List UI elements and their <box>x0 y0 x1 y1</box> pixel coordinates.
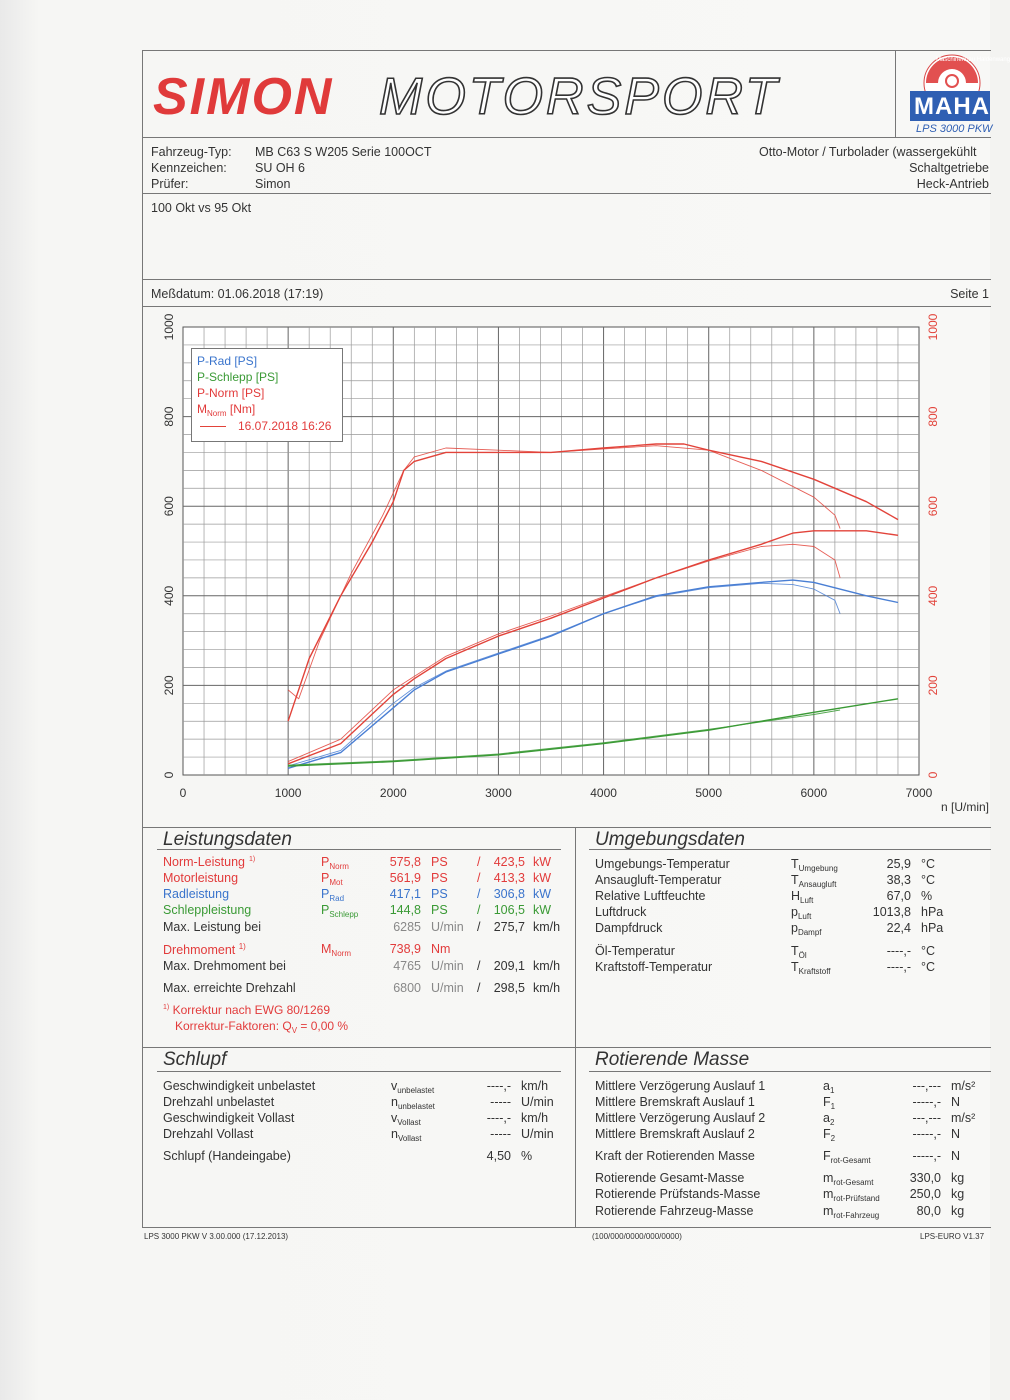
legend-p-rad: P-Rad [PS] <box>197 354 258 368</box>
power-row-symbol: $P_{Norm}$ <box>321 855 349 871</box>
rotating-mass-row-value: -----,- <box>912 1095 941 1109</box>
slash-max-rpm: / <box>477 981 481 995</box>
power-row-label: Schleppleistung <box>163 903 252 917</box>
ambient-row-label: Öl-Temperatur <box>595 944 675 958</box>
rotating-mass-row-value: -----,- <box>912 1149 941 1163</box>
ambient-row-symbol: $T_{Kraftstoff}$ <box>791 960 831 976</box>
legend-m-norm: $M_{Norm}$ [Nm] <box>197 402 256 418</box>
logo-ring-text: Maschinenbau Haldenwang <box>936 57 1010 63</box>
rotating-mass-row-unit: m/s² <box>951 1079 976 1093</box>
rotating-mass-row-symbol: $F_1$ <box>823 1095 836 1111</box>
rotating-mass-row-symbol: $F_2$ <box>823 1127 836 1143</box>
logo-product-text: LPS 3000 PKW <box>916 123 993 135</box>
power-row-ps-unit: PS <box>431 887 448 901</box>
rotating-mass-row-unit: m/s² <box>951 1111 976 1125</box>
ambient-row-unit: hPa <box>921 905 944 919</box>
power-row-kw: 423,5 <box>493 855 525 869</box>
rotating-mass-row-value: 80,0 <box>916 1204 941 1218</box>
ambient-row-label: Relative Luftfeuchte <box>595 889 706 903</box>
chart-legend <box>191 348 343 442</box>
y-tick-label-left: 0 <box>162 771 176 779</box>
correction-note: $^{1)}$ Korrektur nach EWG 80/1269 <box>163 1003 330 1017</box>
rotating-mass-row-value: ---,--- <box>912 1111 941 1125</box>
power-row-ps-unit: PS <box>431 871 448 885</box>
power-row-slash: / <box>477 887 481 901</box>
rotating-mass-row-label: Kraft der Rotierenden Masse <box>595 1149 755 1163</box>
slip-row-label: Geschwindigkeit unbelastet <box>163 1079 316 1093</box>
ambient-row-symbol: $T_{Öl}$ <box>791 944 807 960</box>
max-rpm-unit: U/min <box>431 981 464 995</box>
max-power-label: Max. Leistung bei <box>163 920 261 934</box>
rotating-mass-row-label: Mittlere Verzögerung Auslauf 2 <box>595 1111 766 1125</box>
slip-row-label: Schlupf (Handeingabe) <box>163 1149 291 1163</box>
vehicle-label-plate: Kennzeichen: <box>151 161 227 175</box>
x-tick-label: 4000 <box>590 786 617 800</box>
slash-max-torque: / <box>477 959 481 973</box>
max-rpm-label: Max. erreichte Drehzahl <box>163 981 296 995</box>
torque-label: Drehmoment $^{1)}$ <box>163 942 246 958</box>
slip-row-label: Drehzahl unbelastet <box>163 1095 275 1109</box>
power-row-ps-unit: PS <box>431 903 448 917</box>
power-row-ps: 575,8 <box>389 855 421 869</box>
rotating-mass-row-label: Rotierende Gesamt-Masse <box>595 1171 745 1185</box>
power-row-symbol: $P_{Mot}$ <box>321 871 343 887</box>
y-tick-label-right: 200 <box>926 675 940 696</box>
slip-row-unit: km/h <box>521 1111 549 1125</box>
ambient-row-label: Ansaugluft-Temperatur <box>595 873 722 887</box>
vehicle-label-tester: Prüfer: <box>151 177 189 191</box>
slip-row-value: ----,- <box>486 1079 511 1093</box>
torque-unit: Nm <box>431 942 451 956</box>
slip-row-label: Drehzahl Vollast <box>163 1127 254 1141</box>
dyno-report-sheet <box>142 50 1010 1228</box>
max-torque-label: Max. Drehmoment bei <box>163 959 286 973</box>
power-row-slash: / <box>477 903 481 917</box>
ambient-row-symbol: $T_{Umgebung}$ <box>791 857 838 873</box>
y-tick-label-left: 1000 <box>162 313 176 341</box>
rotating-mass-row-unit: kg <box>951 1187 965 1201</box>
drive-type: Heck-Antrieb <box>916 177 989 191</box>
ambient-row-unit: °C <box>921 960 936 974</box>
power-row-kw-unit: kW <box>533 871 552 885</box>
rotating-mass-row-symbol: $F_{rot-Gesamt}$ <box>823 1149 871 1165</box>
rotating-mass-row-unit: N <box>951 1095 961 1109</box>
ambient-row-value: 67,0 <box>886 889 911 903</box>
slip-row-unit: % <box>521 1149 533 1163</box>
ambient-row-value: ----,- <box>886 944 911 958</box>
power-row-ps-unit: PS <box>431 855 448 869</box>
y-tick-label-left: 600 <box>162 496 176 517</box>
power-row-slash: / <box>477 855 481 869</box>
rotating-mass-row-symbol: $m_{rot-Prüfstand}$ <box>823 1187 880 1203</box>
y-tick-label-left: 200 <box>162 675 176 696</box>
footer-version: LPS 3000 PKW V 3.00.000 (17.12.2013) <box>144 1232 289 1241</box>
power-row-label: Radleistung <box>163 887 230 901</box>
max-torque-rpm-unit: U/min <box>431 959 464 973</box>
rotating-mass-row-value: 250,0 <box>909 1187 941 1201</box>
power-row-kw: 306,8 <box>493 887 525 901</box>
power-row-kw-unit: kW <box>533 903 552 917</box>
rotating-mass-row-unit: N <box>951 1149 961 1163</box>
ambient-row-unit: °C <box>921 873 936 887</box>
power-row-symbol: $P_{Schlepp}$ <box>321 903 359 919</box>
y-tick-label-right: 1000 <box>926 313 940 341</box>
power-row-symbol: $P_{Rad}$ <box>321 887 345 903</box>
power-row-label: Motorleistung <box>163 871 239 885</box>
slip-row-value: ----- <box>490 1095 511 1109</box>
slip-row-symbol: $v_{unbelastet}$ <box>391 1079 435 1095</box>
power-row-ps: 144,8 <box>389 903 421 917</box>
logo-maha-text: MAHA <box>914 93 990 120</box>
vehicle-tester: Simon <box>255 177 291 191</box>
max-torque-speed-unit: km/h <box>533 959 561 973</box>
ambient-row-label: Umgebungs-Temperatur <box>595 857 730 871</box>
ambient-row-label: Dampfdruck <box>595 921 663 935</box>
rotating-mass-row-unit: kg <box>951 1171 965 1185</box>
power-row-ps: 561,9 <box>389 871 421 885</box>
x-tick-label: 2000 <box>379 786 407 800</box>
slash-max-power: / <box>477 920 481 934</box>
y-tick-label-right: 600 <box>926 496 940 517</box>
rotating-mass-row-unit: N <box>951 1127 961 1141</box>
y-tick-label-left: 800 <box>162 406 176 427</box>
y-tick-label-right: 800 <box>926 406 940 427</box>
legend-comparison-date: 16.07.2018 16:26 <box>238 419 332 433</box>
section-leistungsdaten-title: Leistungsdaten <box>163 829 292 850</box>
ambient-row-value: 22,4 <box>886 921 911 935</box>
slip-row-symbol: $n_{unbelastet}$ <box>391 1095 435 1111</box>
torque-value: 738,9 <box>389 942 421 956</box>
ambient-row-unit: % <box>921 889 933 903</box>
max-power-speed-unit: km/h <box>533 920 561 934</box>
ambient-row-value: 38,3 <box>886 873 911 887</box>
measurement-date: Meßdatum: 01.06.2018 (17:19) <box>151 287 324 301</box>
rotating-mass-row-symbol: $a_1$ <box>823 1079 835 1095</box>
max-power-rpm: 6285 <box>393 920 421 934</box>
rotating-mass-row-value: ---,--- <box>912 1079 941 1093</box>
y-tick-label-right: 400 <box>926 585 940 606</box>
ambient-row-value: ----,- <box>886 960 911 974</box>
max-rpm-speed: 298,5 <box>493 981 525 995</box>
x-tick-label: 7000 <box>905 786 933 800</box>
max-power-rpm-unit: U/min <box>431 920 464 934</box>
slip-row-value: 4,50 <box>486 1149 511 1163</box>
x-tick-label: 5000 <box>695 786 723 800</box>
rotating-mass-row-label: Rotierende Fahrzeug-Masse <box>595 1204 754 1218</box>
power-row-kw: 106,5 <box>493 903 525 917</box>
x-tick-label: 1000 <box>274 786 302 800</box>
legend-p-norm: P-Norm [PS] <box>197 386 265 400</box>
ambient-row-label: Luftdruck <box>595 905 647 919</box>
rotating-mass-row-label: Rotierende Prüfstands-Masse <box>595 1187 761 1201</box>
rotating-mass-row-label: Mittlere Bremskraft Auslauf 2 <box>595 1127 755 1141</box>
section-schlupf-title: Schlupf <box>163 1049 227 1070</box>
ambient-row-unit: °C <box>921 944 936 958</box>
max-torque-speed: 209,1 <box>493 959 525 973</box>
correction-factors: Korrektur-Faktoren: $Q_V = 0,00$ % <box>175 1019 349 1035</box>
slip-row-value: ----,- <box>486 1111 511 1125</box>
max-rpm-value: 6800 <box>393 981 421 995</box>
torque-symbol: $M_{Norm}$ <box>321 942 351 958</box>
power-row-ps: 417,1 <box>389 887 421 901</box>
slip-row-unit: U/min <box>521 1095 554 1109</box>
max-rpm-speed-unit: km/h <box>533 981 561 995</box>
slip-row-unit: U/min <box>521 1127 554 1141</box>
vehicle-plate: SU OH 6 <box>255 161 306 175</box>
rotating-mass-row-symbol: $m_{rot-Gesamt}$ <box>823 1171 874 1187</box>
power-row-label: Norm-Leistung $^{1)}$ <box>163 855 256 869</box>
ambient-row-value: 25,9 <box>886 857 911 871</box>
y-tick-label-left: 400 <box>162 585 176 606</box>
ambient-row-label: Kraftstoff-Temperatur <box>595 960 713 974</box>
rotating-mass-row-value: -----,- <box>912 1127 941 1141</box>
ambient-row-symbol: $T_{Ansaugluft}$ <box>791 873 837 889</box>
rotating-mass-row-value: 330,0 <box>909 1171 941 1185</box>
maha-logo <box>895 51 1010 137</box>
slip-row-unit: km/h <box>521 1079 549 1093</box>
slip-row-symbol: $v_{Vollast}$ <box>391 1111 421 1127</box>
vehicle-type: MB C63 S W205 Serie 100OCT <box>255 145 432 159</box>
power-row-kw: 413,3 <box>493 871 525 885</box>
rotating-mass-row-label: Mittlere Bremskraft Auslauf 1 <box>595 1095 755 1109</box>
gearbox-type: Schaltgetriebe <box>909 161 989 175</box>
rotating-mass-row-symbol: $m_{rot-Fahrzeug}$ <box>823 1204 880 1220</box>
engine-type: Otto-Motor / Turbolader (wassergekühlt <box>759 145 977 159</box>
power-row-slash: / <box>477 871 481 885</box>
comment-text: 100 Okt vs 95 Okt <box>151 201 252 215</box>
y-tick-label-right: 0 <box>926 771 940 779</box>
brand-motorsport: MOTORSPORT <box>379 68 780 126</box>
ambient-row-symbol: $p_{Luft}$ <box>791 905 812 921</box>
slip-row-value: ----- <box>490 1127 511 1141</box>
vehicle-label-type: Fahrzeug-Typ: <box>151 145 232 159</box>
rotating-mass-row-symbol: $a_2$ <box>823 1111 835 1127</box>
x-tick-label: 3000 <box>485 786 512 800</box>
ambient-row-unit: hPa <box>921 921 944 935</box>
x-tick-label: 6000 <box>800 786 828 800</box>
rotating-mass-row-unit: kg <box>951 1204 965 1218</box>
page-number: Seite 1 <box>950 287 989 301</box>
ambient-row-unit: °C <box>921 857 936 871</box>
max-power-speed: 275,7 <box>493 920 525 934</box>
section-umgebungsdaten-title: Umgebungsdaten <box>595 829 745 850</box>
rotating-mass-row-label: Mittlere Verzögerung Auslauf 1 <box>595 1079 766 1093</box>
ambient-row-symbol: $H_{Luft}$ <box>791 889 814 905</box>
brand-simon: SIMON <box>153 68 334 126</box>
slip-row-symbol: $n_{Vollast}$ <box>391 1127 422 1143</box>
power-row-kw-unit: kW <box>533 887 552 901</box>
footer-code: (100/000/0000/000/0000) <box>592 1232 682 1241</box>
section-rotierende-masse-title: Rotierende Masse <box>595 1049 750 1070</box>
x-axis-label: n [U/min] <box>940 800 989 814</box>
ambient-row-symbol: $p_{Dampf}$ <box>791 921 822 937</box>
footer-euro-version: LPS-EURO V1.37 <box>920 1232 985 1241</box>
max-torque-rpm: 4765 <box>393 959 421 973</box>
legend-p-schlepp: P-Schlepp [PS] <box>197 370 279 384</box>
x-tick-label: 0 <box>179 786 187 800</box>
slip-row-label: Geschwindigkeit Vollast <box>163 1111 295 1125</box>
power-row-kw-unit: kW <box>533 855 552 869</box>
ambient-row-value: 1013,8 <box>872 905 911 919</box>
